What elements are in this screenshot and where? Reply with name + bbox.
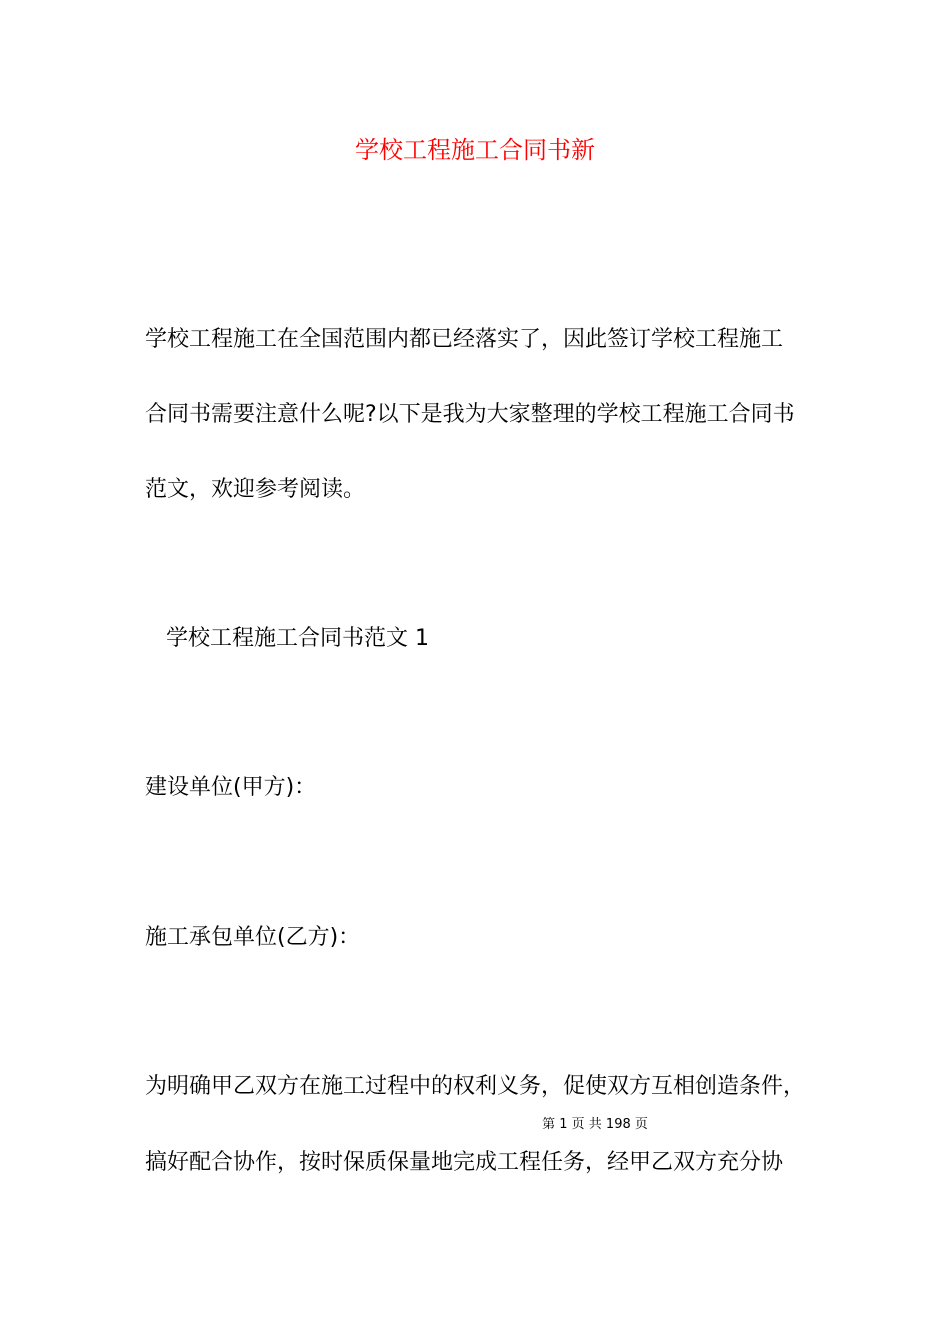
paragraph-line: 范文，欢迎参考阅读。 <box>145 477 366 502</box>
party-a-label: 建设单位(甲方)： <box>145 775 317 800</box>
page-footer: 第 1 页 共 198 页 <box>542 1117 648 1132</box>
party-b-label: 施工承包单位(乙方)： <box>145 925 361 950</box>
paragraph-line: 合同书需要注意什么呢?以下是我为大家整理的学校工程施工合同书 <box>145 402 795 427</box>
paragraph-line: 为明确甲乙双方在施工过程中的权利义务，促使双方互相创造条件， <box>145 1074 806 1099</box>
paragraph-line: 搞好配合协作，按时保质保量地完成工程任务，经甲乙双方充分协 <box>145 1150 784 1175</box>
paragraph-line: 学校工程施工在全国范围内都已经落实了，因此签订学校工程施工 <box>145 327 784 352</box>
section-heading: 学校工程施工合同书范文 1 <box>166 626 429 651</box>
document-title: 学校工程施工合同书新 <box>355 136 595 164</box>
